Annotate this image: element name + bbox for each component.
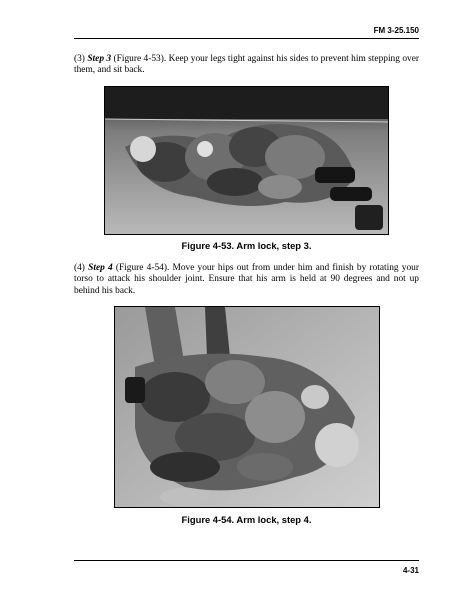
step-label: Step 4 <box>88 263 113 273</box>
figure-caption: Figure 4-53. Arm lock, step 3. <box>181 240 312 251</box>
paragraph-text: (Figure 4-54). Move your hips out from under him and finish by rotating your torso to attack his shoulder joint. Ensure that his arm is held at 90 degrees and not up behind his back. <box>74 263 419 296</box>
paragraph-step-4 <box>74 263 419 297</box>
paragraph-prefix: (4) <box>74 263 89 273</box>
page-number: 4-31 <box>402 566 419 575</box>
step-label: Step 3 <box>87 54 112 64</box>
figure-caption: Figure 4-54. Arm lock, step 4. <box>181 514 312 525</box>
header-rule <box>74 38 419 39</box>
photo-arm-lock-step-3 <box>104 86 389 235</box>
document-id: FM 3-25.150 <box>373 26 419 35</box>
paragraph-text: (Figure 4-53). Keep your legs tight against his sides to prevent him stepping over them, and sit back. <box>74 54 419 76</box>
footer-rule <box>74 560 419 561</box>
photo-arm-lock-step-4 <box>114 306 380 508</box>
paragraph-step-3 <box>74 54 419 77</box>
paragraph-prefix: (3) <box>74 54 88 64</box>
